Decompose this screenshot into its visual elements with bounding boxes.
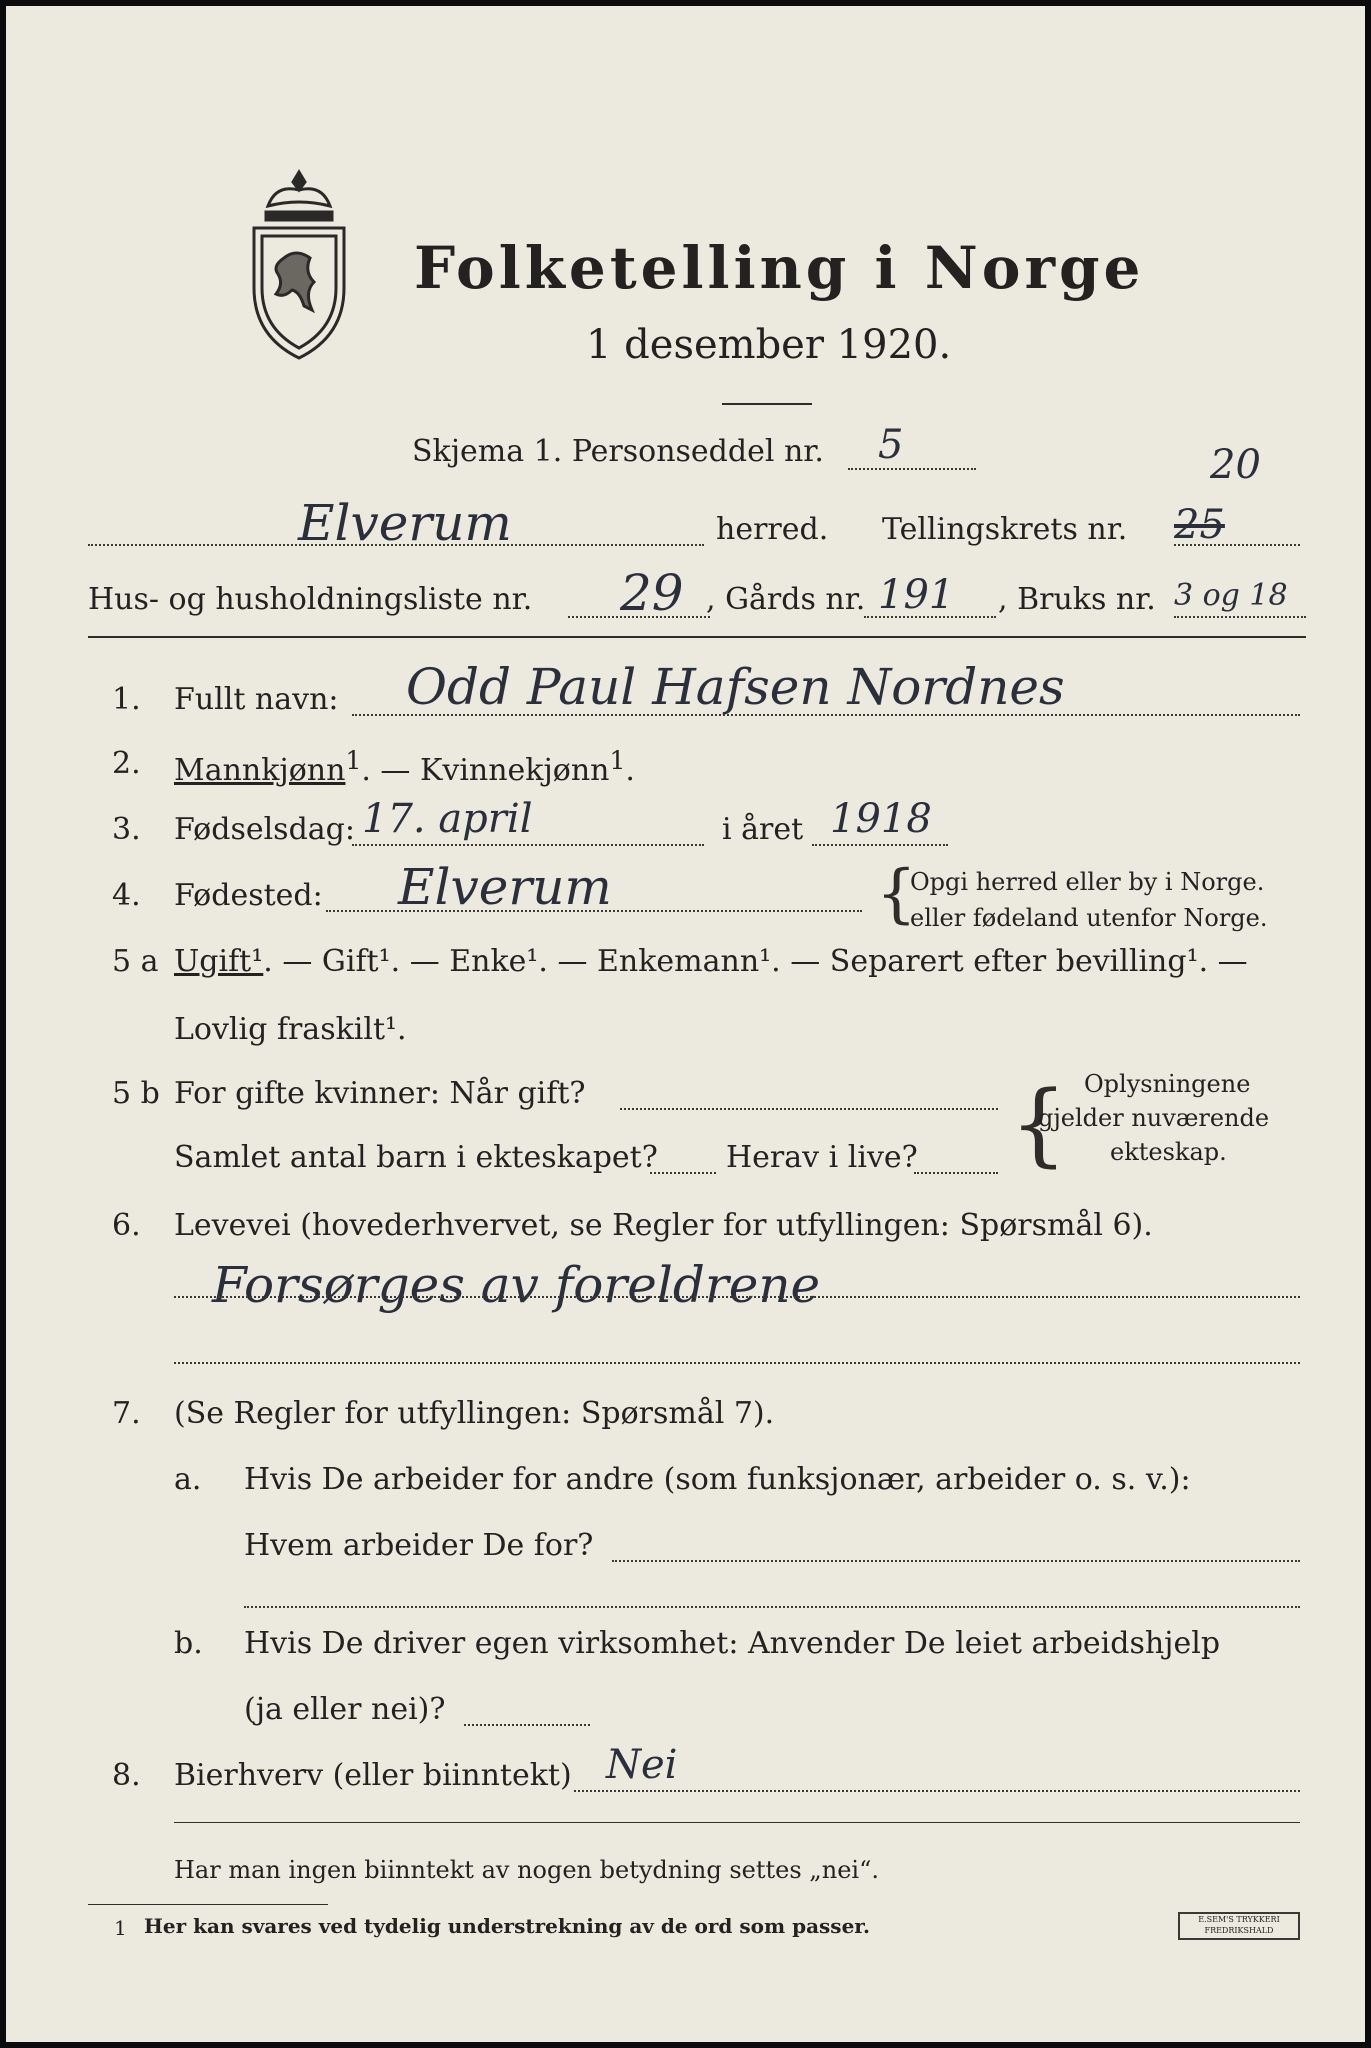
q5b-children-label: Samlet antal barn i ekteskapet? <box>174 1140 658 1175</box>
census-date: 1 desember 1920. <box>586 322 952 368</box>
q8-value[interactable]: Nei <box>606 1742 678 1788</box>
q2-end: . <box>625 753 635 788</box>
nei-note: Har man ingen biinntekt av nogen betydning settes „nei“. <box>174 1856 879 1884</box>
q7a-letter: a. <box>174 1462 202 1497</box>
bruks-line <box>1174 616 1306 618</box>
q2-separator: . — <box>361 753 420 788</box>
tellingskrets-label: Tellingskrets nr. <box>882 512 1128 547</box>
q5a-other-options: . — Gift¹. — Enke¹. — Enkemann¹. — Separert efter bevilling¹. — <box>263 944 1248 979</box>
herred-label: herred. <box>716 512 829 547</box>
q3-number: 3. <box>112 812 141 847</box>
q4-note-line2: eller fødeland utenfor Norge. <box>910 904 1268 932</box>
q7a-extra-line <box>244 1606 1300 1608</box>
q5b-married-when-line <box>620 1108 998 1110</box>
q4-label: Fødested: <box>174 878 323 913</box>
herred-value[interactable]: Elverum <box>298 494 512 552</box>
hus-label: Hus- og husholdningsliste nr. <box>88 582 533 617</box>
q8-label: Bierhverv (eller biinntekt) <box>174 1758 572 1793</box>
q4-number: 4. <box>112 878 141 913</box>
q6-line1 <box>174 1296 1300 1298</box>
q8-line <box>574 1790 1300 1792</box>
q5a-number: 5 a <box>112 944 159 979</box>
q5b-married-when-label: For gifte kvinner: Når gift? <box>174 1076 586 1111</box>
gards-label: , Gårds nr. <box>706 582 866 617</box>
q5b-brace: { <box>1010 1072 1068 1177</box>
q3-label: Fødselsdag: <box>174 812 355 847</box>
q5b-alive-label: Herav i live? <box>726 1140 918 1175</box>
q6-line2 <box>174 1362 1300 1364</box>
q7b-letter: b. <box>174 1626 203 1661</box>
bruks-value[interactable]: 3 og 18 <box>1174 578 1288 613</box>
bruks-label: , Bruks nr. <box>998 582 1156 617</box>
form-title: Folketelling i Norge <box>414 234 1145 302</box>
q5a-ugift-option[interactable]: Ugift¹ <box>174 944 264 979</box>
herred-line <box>88 544 704 546</box>
q2-female-option[interactable]: Kvinnekjønn <box>419 753 610 788</box>
gards-value[interactable]: 191 <box>878 572 955 618</box>
printer-stamp: E.SEM'S TRYKKERI FREDRIKSHALD <box>1178 1912 1300 1940</box>
bottom-rule <box>174 1822 1300 1823</box>
q5b-note-line2: gjelder nuværende <box>1038 1104 1270 1132</box>
q3-birthday-value[interactable]: 17. april <box>362 796 533 842</box>
q2-number: 2. <box>112 746 141 781</box>
q5b-note-line3: ekteskap. <box>1110 1138 1227 1166</box>
q5b-alive-line <box>914 1172 998 1174</box>
q7b-yes-no-line <box>464 1724 590 1726</box>
q3-year-line <box>812 844 948 846</box>
schema-value[interactable]: 5 <box>878 422 904 468</box>
q2-gender-options: Mannkjønn$^1$. — Kvinnekjønn$^1$. <box>174 746 635 788</box>
schema-line <box>848 468 976 470</box>
q7b-label: Hvis De driver egen virksomhet: Anvender De leiet arbeidshjelp <box>244 1626 1221 1661</box>
hus-value[interactable]: 29 <box>620 564 684 622</box>
tellingskrets-correction[interactable]: 20 <box>1210 442 1261 488</box>
q4-birthplace-value[interactable]: Elverum <box>398 858 612 916</box>
header-rule <box>88 636 1306 638</box>
q3-year-label: i året <box>722 812 804 847</box>
q3-year-value[interactable]: 1918 <box>830 796 932 842</box>
q5b-children-line <box>650 1172 716 1174</box>
q1-full-name[interactable]: Odd Paul Hafsen Nordnes <box>406 658 1065 716</box>
q3-birthday-line <box>352 844 704 846</box>
footnote-rule <box>88 1904 328 1905</box>
q7b-yes-no-label: (ja eller nei)? <box>244 1692 446 1727</box>
q7-number: 7. <box>112 1396 141 1431</box>
tellingskrets-value[interactable]: 25 <box>1174 502 1225 548</box>
q7a-label: Hvis De arbeider for andre (som funksjonær, arbeider o. s. v.): <box>244 1462 1191 1497</box>
q6-occupation-value[interactable]: Forsørges av foreldrene <box>212 1256 821 1314</box>
q4-note-line1: Opgi herred eller by i Norge. <box>910 868 1265 896</box>
q2-male-option[interactable]: Mannkjønn <box>174 753 346 788</box>
q7a-employer-line <box>612 1560 1300 1562</box>
q5b-number: 5 b <box>112 1076 160 1111</box>
q6-label: Levevei (hovederhvervet, se Regler for utfyllingen: Spørsmål 6). <box>174 1208 1153 1243</box>
q5a-marital-options <box>174 944 1248 979</box>
q7-label: (Se Regler for utfyllingen: Spørsmål 7). <box>174 1396 775 1431</box>
footnote-text: Her kan svares ved tydelig understrekning av de ord som passer. <box>144 1914 870 1938</box>
footnote-mark: 1 <box>114 1916 127 1940</box>
q1-label: Fullt navn: <box>174 682 339 717</box>
q7a-employer-label: Hvem arbeider De for? <box>244 1528 594 1563</box>
q4-brace: { <box>876 857 917 931</box>
norwegian-coat-of-arms-icon <box>244 166 354 366</box>
title-divider <box>722 403 812 405</box>
q8-number: 8. <box>112 1758 141 1793</box>
q5b-note-line1: Oplysningene <box>1084 1070 1251 1098</box>
schema-label: Skjema 1. Personseddel nr. <box>412 434 824 469</box>
census-form-page <box>6 6 1365 2042</box>
q6-number: 6. <box>112 1208 141 1243</box>
q5a-line2: Lovlig fraskilt¹. <box>174 1012 407 1047</box>
q1-number: 1. <box>112 682 141 717</box>
